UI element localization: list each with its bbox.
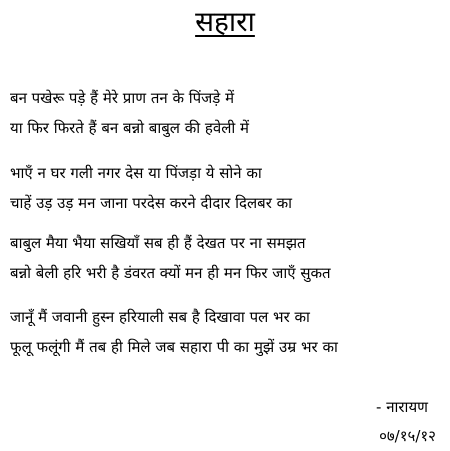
poem-line: चाहें उड़ उड़ मन जाना परदेस करने दीदार दिलबर का [10,194,292,212]
poem-line: या फिर फिरते हैं बन बन्नो बाबुल की हवेली में [10,119,249,137]
poem-title: सहारा [195,5,255,38]
poem-line: फूलू फलूंगी मैं तब ही मिले जब सहारा पी का मुझें उम्र भर का [10,338,338,356]
poem-line: बन पखेरू पड़े हैं मेरे प्राण तन के पिंजड़े में [10,89,235,107]
poem-line: बन्नो बेली हरि भरी है डंवरत क्यों मन ही मन फिर जाएँ सुकत [10,264,331,282]
poem-line: भाएँ न घर गली नगर देस या पिंजड़ा ये सोने का [10,164,262,182]
poem-line: जानूँ मैं जवानी हुस्न हरियाली सब है दिखावा पल भर का [10,308,310,326]
poem-line: बाबुल मैया भैया सखियाँ सब ही हैं देखत पर ना समझत [10,234,306,252]
author-signature: - नारायण [376,398,428,416]
poem-date: ०७/१५/१२ [379,427,436,445]
